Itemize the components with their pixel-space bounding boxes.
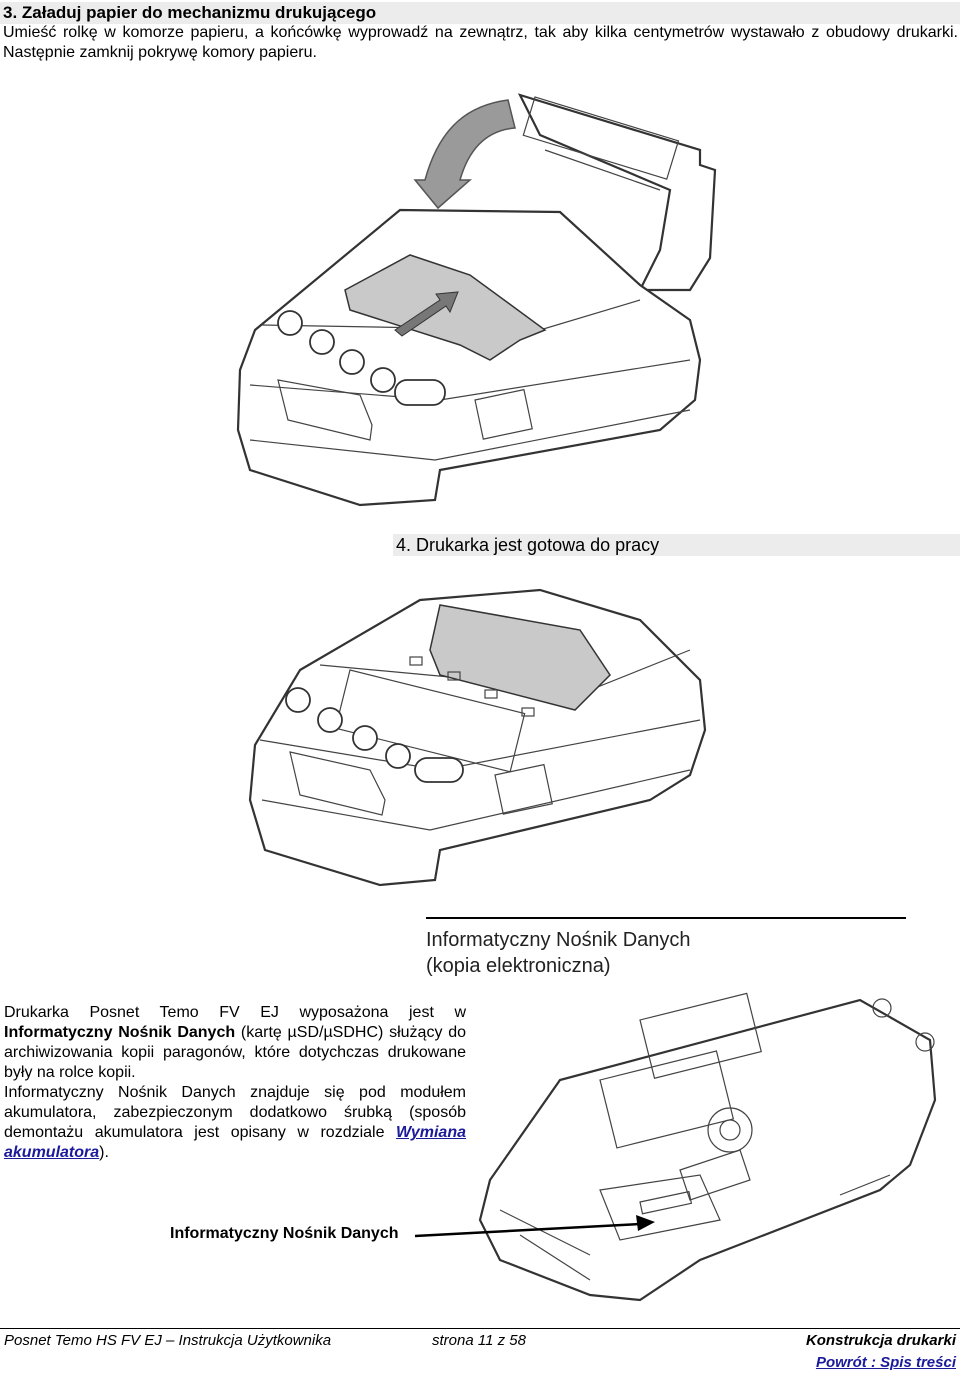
back-to-toc-link[interactable]: Powrót : Spis treści — [815, 1354, 956, 1371]
close-cover-arrow-icon — [415, 100, 515, 208]
callout-arrow — [0, 1200, 960, 1260]
data-carrier-title-line1: Informatyczny Nośnik Danych — [426, 929, 691, 951]
callout-arrowhead-icon — [636, 1215, 655, 1231]
step3-heading: 3. Załaduj papier do mechanizmu drukującego — [0, 2, 960, 24]
footer-page-number: strona 11 z 58 — [432, 1332, 526, 1349]
footer-divider — [0, 1328, 960, 1329]
footer-document-title: Posnet Temo HS FV EJ – Instrukcja Użytkownika — [4, 1332, 332, 1349]
footer-section-name: Konstrukcja drukarki — [805, 1332, 956, 1349]
printer-open-illustration — [0, 0, 960, 520]
p1-bold-term: Informatyczny Nośnik Danych — [4, 1024, 236, 1041]
battery-replacement-link[interactable]: Wymiana akumulatora — [4, 1124, 466, 1161]
p2-text-a: Informatyczny Nośnik Danych znajduje się pod modułem akumulatora, zabezpieczonym dodatkowo śrubką (sposób demontażu akumulatora jest opisany w rozdziale — [4, 1084, 466, 1141]
printer-bottom-illustration — [0, 980, 960, 1340]
data-carrier-callout-label: Informatyczny Nośnik Danych — [170, 1225, 399, 1242]
p1-text-b: (kartę µSD/µSDHC) służący do archiwizowania kopii paragonów, które dotychczas drukowane były na rolce kopii. — [4, 1024, 467, 1081]
data-carrier-title — [426, 917, 906, 977]
printer-ready-illustration — [0, 560, 960, 900]
p2-text-b: ). — [99, 1144, 109, 1161]
step3-text: Umieść rolkę w komorze papieru, a końcówkę wyprowadź na zewnątrz, tak aby kilka centymetrów wystawało z obudowy drukarki. Następnie zamknij pokrywę komory papieru. — [3, 24, 958, 61]
p1-text-a: Drukarka Posnet Temo FV EJ wyposażona jest w — [4, 1004, 466, 1021]
data-carrier-title-line2: (kopia elektroniczna) — [426, 955, 611, 977]
step4-heading: 4. Drukarka jest gotowa do pracy — [393, 534, 960, 556]
